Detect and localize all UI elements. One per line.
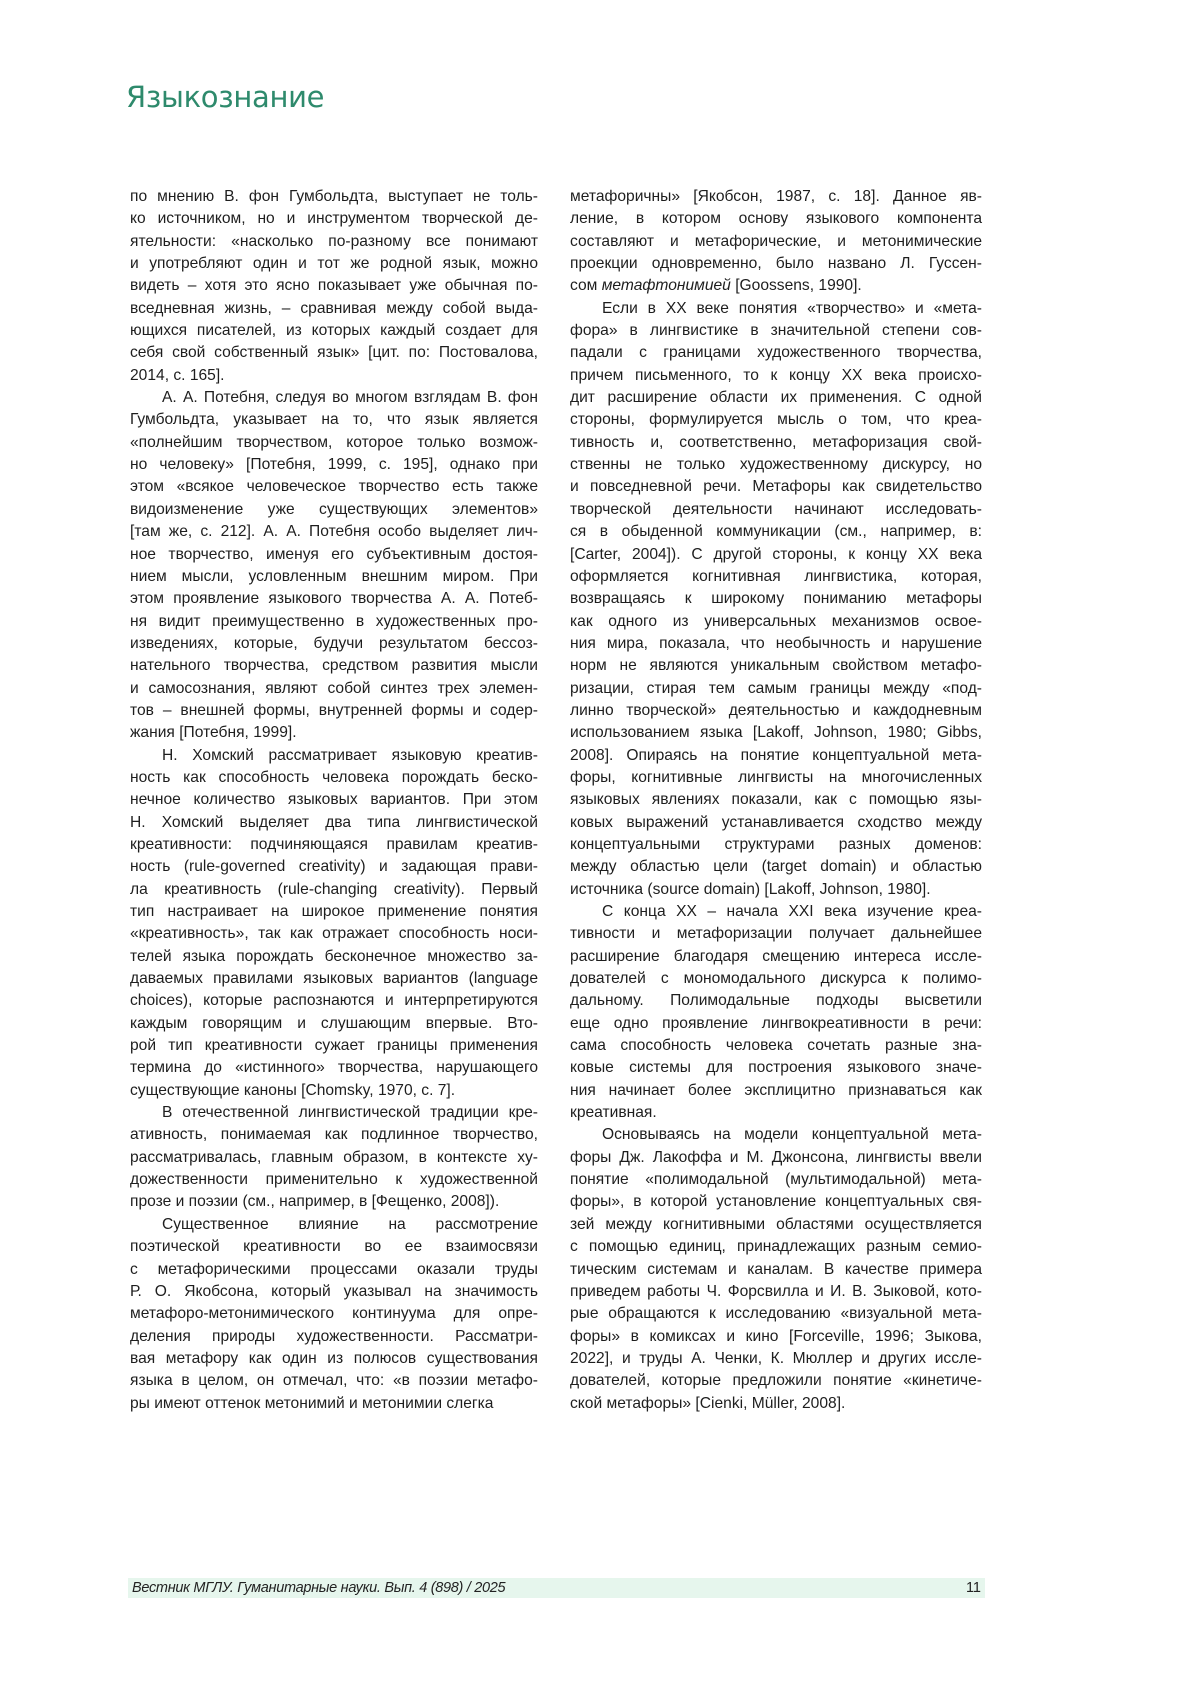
text-line: тическим системам и каналам. В качестве примера [570, 1259, 982, 1281]
text-line: рые обращаются к исследованию «визуальной мета- [570, 1303, 982, 1325]
paragraph [130, 1214, 538, 1415]
text-line: возвращаясь к широкому пониманию метафоры [570, 588, 982, 610]
text-line: тип настраивает на широкое применение понятия [130, 901, 538, 923]
text-line: ковых выражений устанавливается сходство между [570, 812, 982, 834]
text-line: сама способность человека сочетать разные зна- [570, 1035, 982, 1057]
paragraph [570, 186, 982, 298]
text-line: поэтической креативности во ее взаимосвязи [130, 1236, 538, 1258]
text-line: дователей, которые предложили понятие «кинетиче- [570, 1370, 982, 1392]
text-line: [Carter, 2004]). С другой стороны, к концу XX века [570, 544, 982, 566]
paragraph [130, 186, 538, 387]
text-line: языковых явлениях показали, как с помощью язы- [570, 789, 982, 811]
text-line: оформляется когнитивная лингвистика, которая, [570, 566, 982, 588]
text-line: нием мысли, условленным внешним миром. При [130, 566, 538, 588]
text-line: форы, когнитивные лингвисты на многочисленных [570, 767, 982, 789]
text-line: ковые системы для построения языкового значе- [570, 1057, 982, 1079]
text-line: choices), которые распознаются и интерпретируются [130, 990, 538, 1012]
text-line: источника (source domain) [Lakoff, Johnson, 1980]. [570, 879, 982, 901]
text-line: как одного из универсальных механизмов освое- [570, 611, 982, 633]
text-line: себя свой собственный язык» [цит. по: Постовалова, [130, 342, 538, 364]
text-line: причем письменного, то к концу XX века происхо- [570, 365, 982, 387]
text-line: стороны, формулируется мысль о том, что креа- [570, 409, 982, 431]
text-line: Р. О. Якобсона, который указывал на значимость [130, 1281, 538, 1303]
text-line: дожественности применительно к художественной [130, 1169, 538, 1191]
text-line: форы Дж. Лакоффа и М. Джонсона, лингвисты ввели [570, 1147, 982, 1169]
footer-band [128, 1578, 985, 1598]
text-line: проекции одновременно, было названо Л. Гуссен- [570, 253, 982, 275]
text-line: и повседневной речи. Метафоры как свидетельство [570, 476, 982, 498]
text-line: ативность, понимаемая как подлинное творчество, [130, 1124, 538, 1146]
text-line: тивности и метафоризации получает дальнейшее [570, 923, 982, 945]
paragraph [570, 901, 982, 1124]
text-line: линно творческой» деятельностью и каждодневным [570, 700, 982, 722]
text-line: расширение благодаря смещению интереса иссле- [570, 946, 982, 968]
text-line: нательного творчества, средством развития мысли [130, 655, 538, 677]
text-line: по мнению В. фон Гумбольдта, выступает не толь- [130, 186, 538, 208]
paragraph [570, 1124, 982, 1414]
text-line: фора» в лингвистике в значительной степени сов- [570, 320, 982, 342]
text-line: Н. Хомский выделяет два типа лингвистической [130, 812, 538, 834]
text-line: А. А. Потебня, следуя во многом взглядам В. фон [130, 387, 538, 409]
text-line: ное творчество, именуя его субъективным достоя- [130, 544, 538, 566]
text-line: ление, в котором основу языкового компонента [570, 208, 982, 230]
text-line: этом «всякое человеческое творчество есть также [130, 476, 538, 498]
text-line: Гумбольдта, указывает на то, что язык является [130, 409, 538, 431]
text-line: рой тип креативности сужает границы применения [130, 1035, 538, 1057]
text-line: тивность и, соответственно, метафоризация свой- [570, 432, 982, 454]
text-column-right [570, 186, 982, 1415]
text-line: вседневная жизнь, – сравнивая между собой выда- [130, 298, 538, 320]
text-line: ность (rule-governed creativity) и задающая прави- [130, 856, 538, 878]
text-line: концептуальными структурами разных доменов: [570, 834, 982, 856]
text-line: тов – внешней формы, внутренней формы и содер- [130, 700, 538, 722]
text-line: каждым говорящим и слушающим впервые. Вто- [130, 1013, 538, 1035]
text-line: ры имеют оттенок метонимий и метонимии слегка [130, 1393, 538, 1415]
text-line: составляют и метафорические, и метонимические [570, 231, 982, 253]
text-line: деления природы художественности. Рассматри- [130, 1326, 538, 1348]
paragraph [570, 298, 982, 901]
text-line: ся в обыденной коммуникации (см., например, в: [570, 521, 982, 543]
text-line: приведем работы Ч. Форсвилла и И. В. Зыковой, кото- [570, 1281, 982, 1303]
text-line: ния начинает более эксплицитно признаваться как [570, 1080, 982, 1102]
text-line: жания [Потебня, 1999]. [130, 722, 538, 744]
text-column-left [130, 186, 538, 1415]
text-line: Основываясь на модели концептуальной мета- [570, 1124, 982, 1146]
text-line: этом проявление языкового творчества А. А. Потеб- [130, 588, 538, 610]
text-line: ственны не только художественному дискурсу, но [570, 454, 982, 476]
text-line: ла креативность (rule-changing creativity). Первый [130, 879, 538, 901]
paragraph [130, 745, 538, 1103]
text-line: телей языка порождать бесконечное множество за- [130, 946, 538, 968]
text-line: [там же, с. 212]. А. А. Потебня особо выделяет лич- [130, 521, 538, 543]
text-line: Н. Хомский рассматривает языковую креатив- [130, 745, 538, 767]
journal-title: Вестник МГЛУ. Гуманитарные науки. Вып. 4 (898) / 2025 [132, 1579, 505, 1597]
text-line: даваемых правилами языковых вариантов (language [130, 968, 538, 990]
text-line: ко источником, но и инструментом творческой де- [130, 208, 538, 230]
text-line: но человеку» [Потебня, 1999, с. 195], однако при [130, 454, 538, 476]
text-line: рассматривалась, главным образом, в контексте ху- [130, 1147, 538, 1169]
text-line: дователей с мономодального дискурса к полимо- [570, 968, 982, 990]
text-line: понятие «полимодальной (мультимодальной) мета- [570, 1169, 982, 1191]
text-line: 2014, с. 165]. [130, 365, 538, 387]
text-line: изведениях, которые, будучи результатом бессоз- [130, 633, 538, 655]
text-line: ющихся писателей, из которых каждый создает для [130, 320, 538, 342]
text-segment: [Goossens, 1990]. [731, 277, 862, 294]
text-line: вая метафору как один из полюсов существования [130, 1348, 538, 1370]
text-line: нечное количество языковых вариантов. При этом [130, 789, 538, 811]
text-line: ня видит преимущественно в художественных про- [130, 611, 538, 633]
text-line: падали с границами художественного творчества, [570, 342, 982, 364]
text-line: В отечественной лингвистической традиции кре- [130, 1102, 538, 1124]
text-line: 2008]. Опираясь на понятие концептуальной мета- [570, 745, 982, 767]
text-line: видоизменение уже существующих элементов» [130, 499, 538, 521]
text-line: форы» в комиксах и кино [Forceville, 1996; Зыкова, [570, 1326, 982, 1348]
text-line: ризации, стирая тем самым границы между «под- [570, 678, 982, 700]
text-line: творческой деятельности начинают исследовать- [570, 499, 982, 521]
text-line: «полнейшим творчеством, которое только возмож- [130, 432, 538, 454]
text-line: ния мира, показала, что необычность и нарушение [570, 633, 982, 655]
text-line: С конца XX – начала XXI века изучение креа- [570, 901, 982, 923]
italic-term: метафтонимией [602, 277, 731, 294]
text-line: с метафорическими процессами оказали труды [130, 1259, 538, 1281]
paragraph [130, 1102, 538, 1214]
text-line: ятельности: «насколько по-разному все понимают [130, 231, 538, 253]
text-line: форы», в которой установление концептуальных свя- [570, 1191, 982, 1213]
text-line: креативности: подчиняющаяся правилам креатив- [130, 834, 538, 856]
text-line: использованием языка [Lakoff, Johnson, 1980; Gibbs, [570, 722, 982, 744]
text-line: прозе и поэзии (см., например, в [Фещенко, 2008]). [130, 1191, 538, 1213]
section-title: Языкознание [126, 80, 324, 114]
text-line: еще одно проявление лингвокреативности в речи: [570, 1013, 982, 1035]
text-line: 2022], и труды А. Ченки, К. Мюллер и других иссле- [570, 1348, 982, 1370]
text-line: языка в целом, он отмечал, что: «в поэзии метафо- [130, 1370, 538, 1392]
text-line: ской метафоры» [Cienki, Müller, 2008]. [570, 1393, 982, 1415]
page-number: 11 [966, 1579, 981, 1597]
text-line: термина до «истинного» творчества, нарушающего [130, 1057, 538, 1079]
text-line [570, 275, 982, 297]
text-line: существующие каноны [Chomsky, 1970, с. 7]. [130, 1080, 538, 1102]
text-line: зей между когнитивными областями осуществляется [570, 1214, 982, 1236]
text-segment: сом [570, 277, 602, 294]
text-line: и употребляют один и тот же родной язык, можно [130, 253, 538, 275]
text-line: норм не являются уникальным свойством метафо- [570, 655, 982, 677]
text-line: дальному. Полимодальные подходы высветили [570, 990, 982, 1012]
paragraph [130, 387, 538, 745]
text-line: дит расширение области их применения. С одной [570, 387, 982, 409]
text-line: с помощью единиц, принадлежащих разным семио- [570, 1236, 982, 1258]
text-line: видеть – хотя это ясно показывает уже обычная по- [130, 275, 538, 297]
text-line: «креативность», так как отражает способность носи- [130, 923, 538, 945]
text-line: ность как способность человека порождать беско- [130, 767, 538, 789]
text-line: метафоро-метонимического континуума для опре- [130, 1303, 538, 1325]
text-line: Существенное влияние на рассмотрение [130, 1214, 538, 1236]
text-line: метафоричны» [Якобсон, 1987, с. 18]. Данное яв- [570, 186, 982, 208]
text-line: креативная. [570, 1102, 982, 1124]
text-line: Если в XX веке понятия «творчество» и «мета- [570, 298, 982, 320]
text-line: между областью цели (target domain) и областью [570, 856, 982, 878]
text-line: и самосознания, являют собой синтез трех элемен- [130, 678, 538, 700]
